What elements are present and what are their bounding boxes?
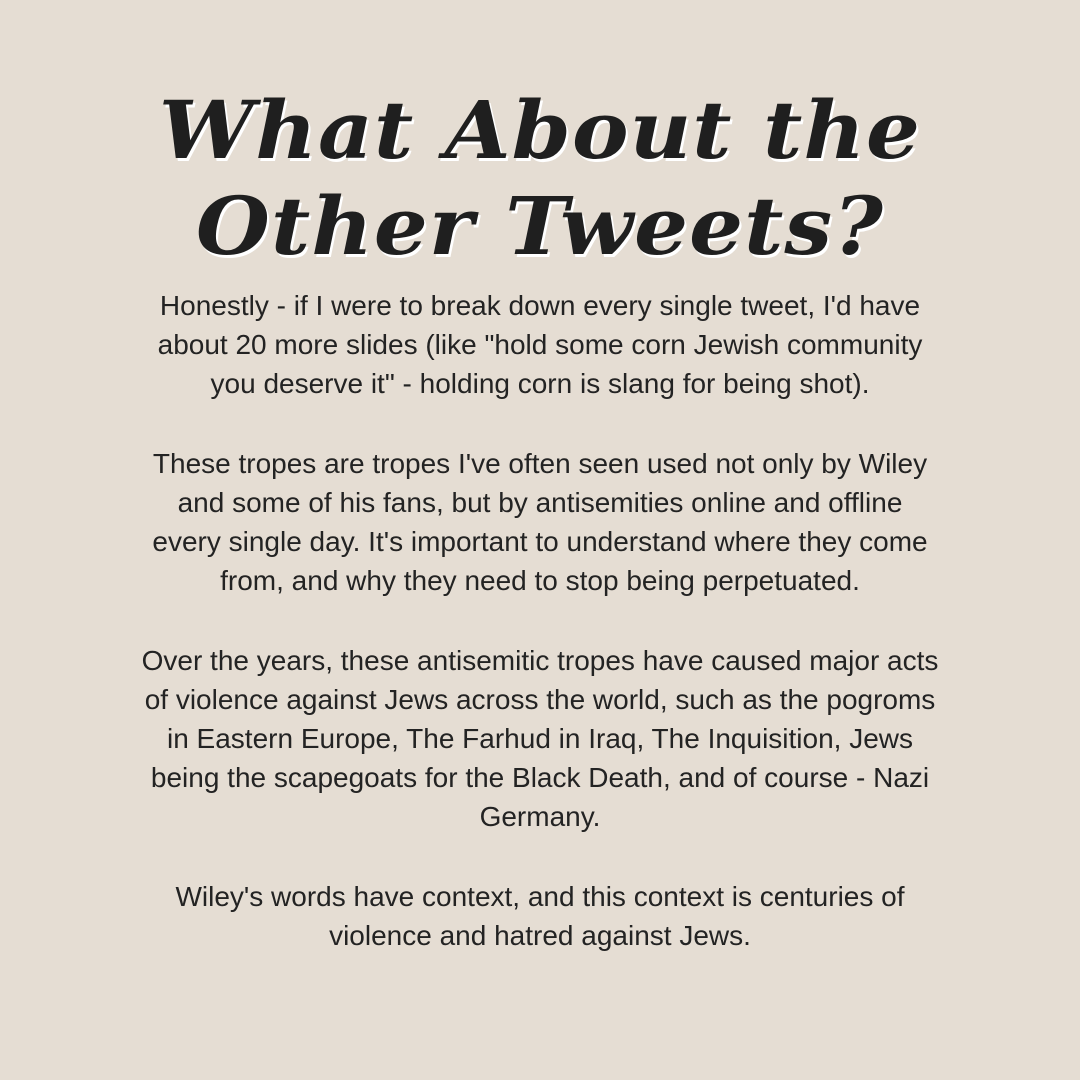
title-line: What About the bbox=[158, 83, 922, 177]
paragraph-line: Honestly - if I were to break down every single tweet, I'd have bbox=[159, 290, 921, 321]
paragraph-honestly bbox=[70, 286, 1010, 403]
title-line: Other Tweets? bbox=[196, 179, 884, 273]
paragraph-line: you deserve it" - holding corn is slang for being shot). bbox=[210, 368, 870, 399]
paragraph-line: Wiley's words have context, and this context is centuries of bbox=[175, 881, 905, 912]
slide-body bbox=[70, 286, 1010, 955]
paragraph-line: Germany. bbox=[479, 801, 601, 832]
paragraph-line: violence and hatred against Jews. bbox=[329, 920, 751, 951]
paragraph-line: and some of his fans, but by antisemities online and offline bbox=[177, 487, 903, 518]
paragraph-line: Over the years, these antisemitic tropes have caused major acts bbox=[141, 645, 939, 676]
paragraph-tropes bbox=[70, 444, 1010, 600]
paragraph-context bbox=[70, 877, 1010, 955]
paragraph-line: every single day. It's important to understand where they come bbox=[152, 526, 928, 557]
paragraph-line: about 20 more slides (like "hold some corn Jewish community bbox=[157, 329, 923, 360]
paragraph-line: from, and why they need to stop being perpetuated. bbox=[220, 565, 860, 596]
paragraph-line: being the scapegoats for the Black Death, and of course - Nazi bbox=[150, 762, 930, 793]
paragraph-line: in Eastern Europe, The Farhud in Iraq, The Inquisition, Jews bbox=[166, 723, 914, 754]
paragraph-line: These tropes are tropes I've often seen used not only by Wiley bbox=[152, 448, 928, 479]
paragraph-history bbox=[70, 641, 1010, 836]
paragraph-line: of violence against Jews across the world, such as the pogroms bbox=[144, 684, 936, 715]
slide-title bbox=[63, 82, 1017, 274]
